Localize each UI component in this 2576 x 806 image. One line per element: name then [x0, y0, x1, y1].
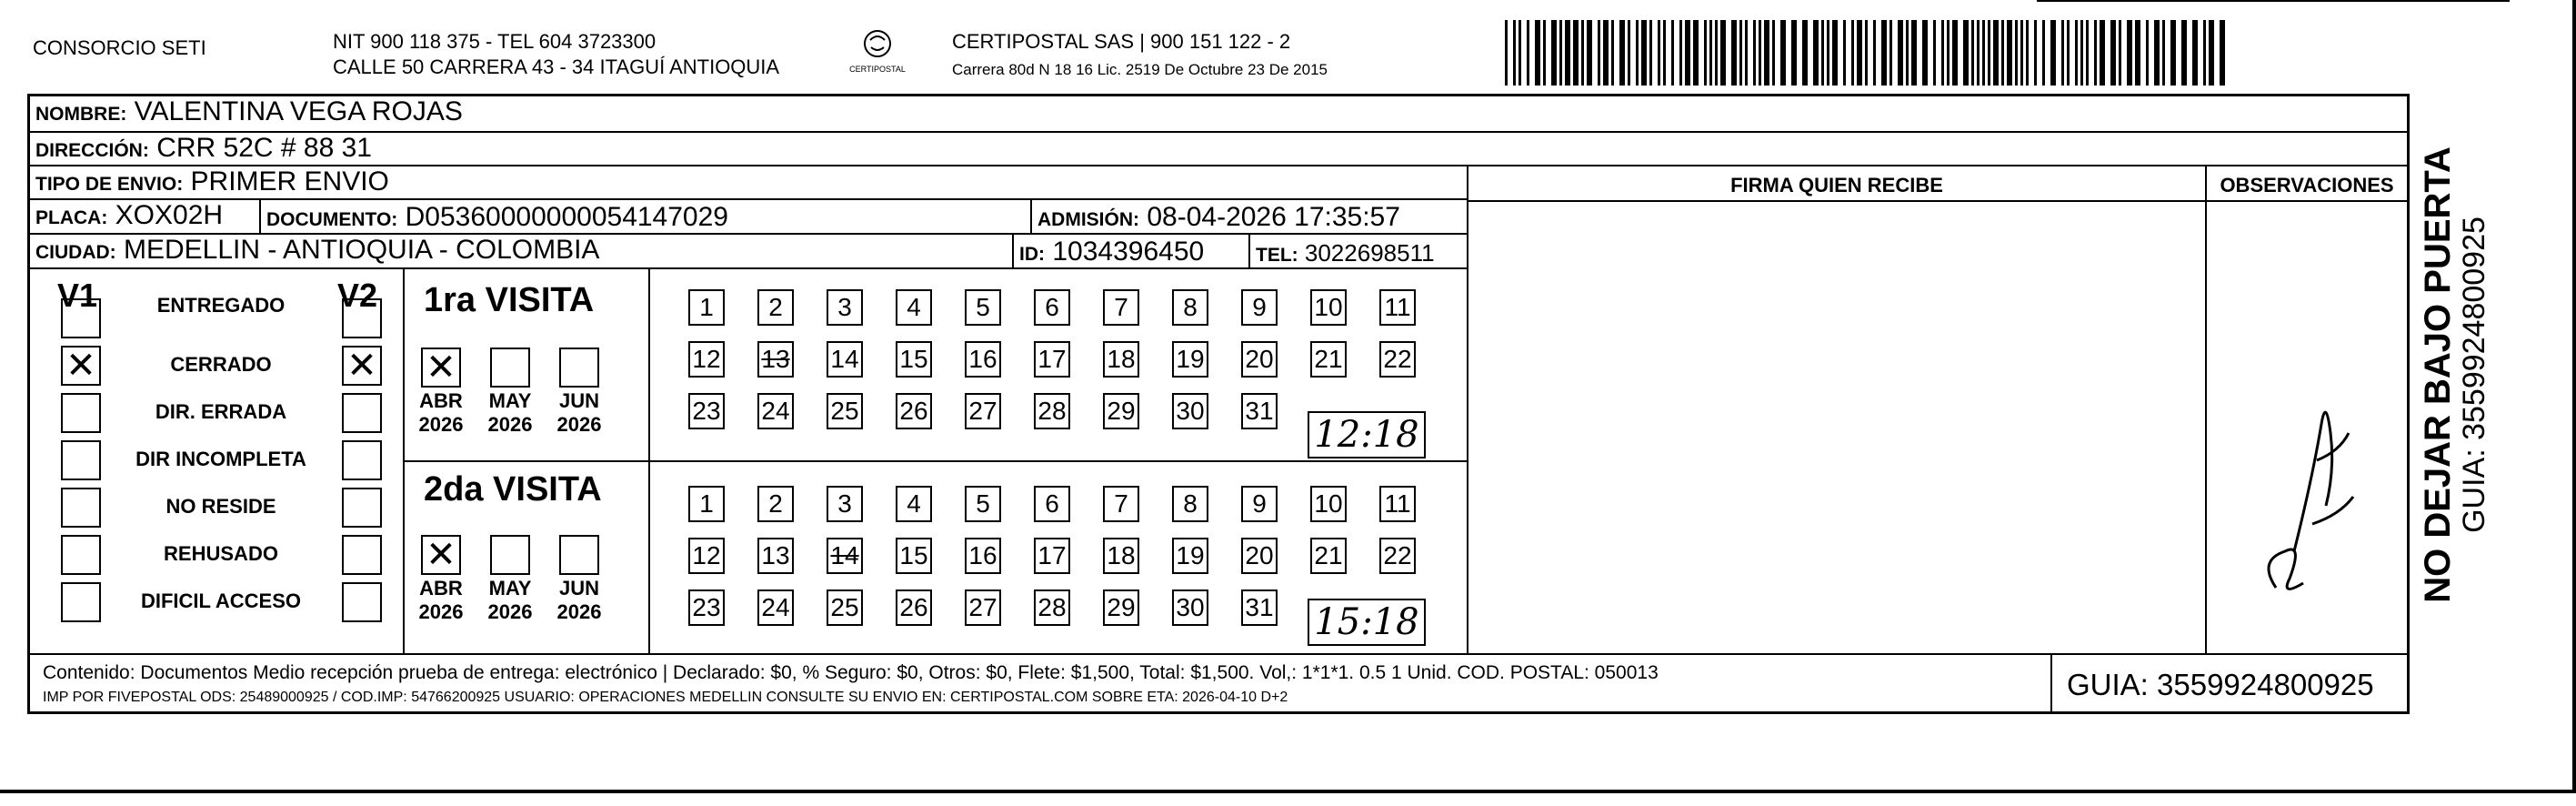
logo-text: CERTIPOSTAL — [849, 65, 906, 74]
nombre-value: VALENTINA VEGA ROJAS — [134, 96, 463, 126]
month-year: 2026 — [418, 600, 464, 623]
observaciones-label: OBSERVACIONES — [2220, 174, 2394, 196]
month-label — [552, 389, 606, 437]
status-option-label: DIR INCOMPLETA — [135, 448, 306, 470]
divider — [259, 200, 261, 235]
day-box[interactable]: 18 — [1103, 341, 1139, 378]
no-dejar-notice: NO DEJAR BAJO PUERTA — [2418, 146, 2458, 603]
visit2-title: 2da VISITA — [424, 470, 602, 509]
v1-checkbox[interactable] — [61, 535, 101, 575]
day-box[interactable]: 22 — [1379, 341, 1416, 378]
status-option-label: REHUSADO — [164, 542, 278, 565]
divider — [1467, 200, 2407, 202]
month-name: JUN — [558, 577, 599, 599]
divider — [1030, 200, 1032, 235]
day-box[interactable]: 27 — [965, 589, 1001, 626]
row-ciudad — [30, 235, 1467, 269]
divider — [1012, 235, 1014, 269]
day-box[interactable]: 16 — [965, 341, 1001, 378]
day-box[interactable]: 20 — [1241, 538, 1278, 574]
company-name: CONSORCIO SETI — [33, 36, 206, 59]
footer-imp: IMP POR FIVEPOSTAL ODS: 25489000925 / COD.IMP: 54766200925 USUARIO: OPERACIONES MEDELLIN CONSULTE SU ENVIO EN: CERTIPOSTAL.COM SOBRE ETA: 2026-04-10 D+2 — [43, 690, 1288, 705]
day-box[interactable]: 26 — [896, 589, 932, 626]
side-notice — [2415, 123, 2495, 628]
day-box[interactable]: 5 — [965, 289, 1001, 326]
divider — [403, 460, 1467, 462]
month-name: MAY — [488, 577, 532, 599]
month-year: 2026 — [418, 413, 464, 436]
ciudad-value: MEDELLIN - ANTIOQUIA - COLOMBIA — [124, 235, 600, 265]
day-box[interactable]: 4 — [896, 486, 932, 522]
day-box[interactable]: 28 — [1034, 589, 1070, 626]
day-box[interactable]: 21 — [1310, 538, 1347, 574]
day-box[interactable]: 4 — [896, 289, 932, 326]
month-checkbox[interactable]: ✕ — [421, 535, 461, 575]
month-checkbox[interactable] — [559, 535, 599, 575]
day-box[interactable]: 25 — [827, 589, 863, 626]
day-box[interactable]: 6 — [1034, 289, 1070, 326]
day-box[interactable]: 21 — [1310, 341, 1347, 378]
footer-contenido: Contenido: Documentos Medio recepción prueba de entrega: electrónico | Declarado: $0, % Seguro: $0, Otros: $0, Flete: $1,500, Total: $1,500. Vol,: 1*1*1. 0.5 1 Unid. COD. POSTAL: 050013 — [43, 662, 1659, 683]
day-box[interactable]: 17 — [1034, 538, 1070, 574]
shipping-form — [27, 94, 2410, 714]
day-box[interactable]: 9 — [1241, 486, 1278, 522]
v1-checkbox[interactable] — [61, 440, 101, 480]
day-box[interactable]: 25 — [827, 393, 863, 429]
divider — [1467, 166, 1468, 653]
day-box[interactable]: 24 — [757, 393, 794, 429]
divider — [2050, 653, 2052, 711]
day-box[interactable]: 6 — [1034, 486, 1070, 522]
tipo-value: PRIMER ENVIO — [190, 166, 389, 196]
day-box[interactable]: 15 — [896, 341, 932, 378]
documento-field — [266, 202, 728, 233]
status-option-label: ENTREGADO — [156, 294, 286, 317]
day-box[interactable]: 8 — [1172, 289, 1208, 326]
day-box[interactable]: 10 — [1310, 289, 1347, 326]
day-box[interactable]: 13 — [757, 538, 794, 574]
footer-guia: GUIA: 3559924800925 — [2067, 668, 2374, 701]
month-checkbox[interactable] — [559, 348, 599, 388]
row-direccion — [30, 133, 2407, 166]
nombre-label: NOMBRE: — [35, 104, 127, 125]
month-label — [483, 389, 537, 437]
day-box[interactable]: 1 — [688, 289, 725, 326]
month-checkbox[interactable]: ✕ — [421, 348, 461, 388]
placa-value: XOX02H — [115, 200, 224, 230]
id-value: 1034396450 — [1052, 237, 1205, 267]
day-box[interactable]: 12 — [688, 538, 725, 574]
month-name: ABR — [419, 389, 463, 412]
admision-label: ADMISIÓN: — [1037, 209, 1139, 230]
day-box[interactable]: 27 — [965, 393, 1001, 429]
frame-bottom — [0, 790, 2576, 793]
day-box[interactable]: 3 — [827, 289, 863, 326]
v1-checkbox[interactable] — [61, 582, 101, 622]
status-option-label: DIR. ERRADA — [155, 400, 287, 423]
day-box[interactable]: 11 — [1379, 289, 1416, 326]
id-label: ID: — [1019, 244, 1045, 265]
day-box[interactable]: 17 — [1034, 341, 1070, 378]
v1-checkbox[interactable] — [61, 393, 101, 433]
company-address: CALLE 50 CARRERA 43 - 34 ITAGUÍ ANTIOQUIA — [333, 55, 780, 78]
day-box[interactable]: 14 — [827, 341, 863, 378]
frame-top — [2037, 0, 2510, 2]
day-box[interactable]: 28 — [1034, 393, 1070, 429]
v1-checkbox[interactable] — [61, 298, 101, 338]
v2-checkbox[interactable]: ✕ — [342, 346, 382, 386]
firma-label: FIRMA QUIEN RECIBE — [1730, 174, 1943, 196]
v2-checkbox[interactable] — [342, 535, 382, 575]
visit1-title: 1ra VISITA — [424, 281, 595, 319]
status-option-label: NO RESIDE — [165, 495, 276, 518]
day-box[interactable]: 2 — [757, 486, 794, 522]
divider — [2205, 166, 2207, 653]
placa-label: PLACA: — [35, 207, 108, 228]
frame-right — [2572, 0, 2576, 791]
signature — [2240, 369, 2367, 615]
tel-label: TEL: — [1256, 245, 1298, 266]
day-box[interactable]: 24 — [757, 589, 794, 626]
divider — [648, 269, 650, 653]
tel-field — [1256, 239, 1435, 267]
month-year: 2026 — [556, 413, 602, 436]
month-label — [414, 577, 468, 624]
v2-header: V2 — [337, 277, 378, 314]
status-option-label: DIFICIL ACCESO — [140, 589, 301, 612]
row-nombre — [30, 96, 2407, 133]
day-box[interactable]: 29 — [1103, 589, 1139, 626]
month-checkbox[interactable] — [490, 348, 530, 388]
day-box[interactable]: 5 — [965, 486, 1001, 522]
month-checkbox[interactable] — [490, 535, 530, 575]
day-box[interactable]: 3 — [827, 486, 863, 522]
carrier-license: Carrera 80d N 18 16 Lic. 2519 De Octubre 23 De 2015 — [952, 61, 1328, 78]
v2-checkbox[interactable] — [342, 488, 382, 528]
day-box[interactable]: 30 — [1172, 589, 1208, 626]
side-guia: GUIA: 3559924800925 — [2457, 217, 2491, 533]
ciudad-label: CIUDAD: — [35, 242, 116, 263]
company-nit-tel: NIT 900 118 375 - TEL 604 3723300 — [333, 30, 657, 53]
day-box[interactable]: 18 — [1103, 538, 1139, 574]
day-box[interactable]: 8 — [1172, 486, 1208, 522]
month-name: MAY — [488, 389, 532, 412]
day-box[interactable]: 1 — [688, 486, 725, 522]
day-box[interactable]: 29 — [1103, 393, 1139, 429]
day-box[interactable]: 23 — [688, 393, 725, 429]
day-box[interactable]: 2 — [757, 289, 794, 326]
month-year: 2026 — [556, 600, 602, 623]
day-box[interactable]: 11 — [1379, 486, 1416, 522]
day-box[interactable]: 9 — [1241, 289, 1278, 326]
documento-label: DOCUMENTO: — [266, 209, 398, 230]
day-box[interactable]: 26 — [896, 393, 932, 429]
month-year: 2026 — [487, 413, 533, 436]
v2-checkbox[interactable] — [342, 298, 382, 338]
documento-value: D05360000000054147029 — [405, 202, 728, 232]
certipostal-logo — [832, 24, 923, 87]
day-box[interactable]: 12 — [688, 341, 725, 378]
admision-field — [1037, 202, 1400, 233]
carrier-name: CERTIPOSTAL SAS | 900 151 122 - 2 — [952, 30, 1291, 53]
day-box[interactable]: 19 — [1172, 341, 1208, 378]
day-box[interactable]: 15 — [896, 538, 932, 574]
v1-checkbox[interactable]: ✕ — [61, 346, 101, 386]
tipo-label: TIPO DE ENVIO: — [35, 174, 184, 195]
id-field — [1019, 237, 1204, 267]
visit1-time: 12:18 — [1308, 411, 1426, 458]
barcode — [1505, 20, 2228, 86]
v1-header: V1 — [57, 277, 98, 314]
day-box[interactable]: 20 — [1241, 341, 1278, 378]
day-box[interactable]: 16 — [965, 538, 1001, 574]
visit2-time: 15:18 — [1308, 599, 1426, 646]
day-box[interactable]: 13 — [757, 341, 794, 378]
row-tipo — [30, 166, 1467, 200]
direccion-label: DIRECCIÓN: — [35, 140, 149, 161]
admision-value: 08-04-2026 17:35:57 — [1147, 202, 1400, 232]
day-box[interactable]: 7 — [1103, 289, 1139, 326]
month-label — [483, 577, 537, 624]
status-option-label: CERRADO — [170, 353, 272, 376]
month-label — [414, 389, 468, 437]
month-label — [552, 577, 606, 624]
day-box[interactable]: 31 — [1241, 393, 1278, 429]
day-box[interactable]: 19 — [1172, 538, 1208, 574]
direccion-value: CRR 52C # 88 31 — [156, 133, 372, 163]
v2-checkbox[interactable] — [342, 393, 382, 433]
day-box[interactable]: 10 — [1310, 486, 1347, 522]
v2-checkbox[interactable] — [342, 440, 382, 480]
day-box[interactable]: 23 — [688, 589, 725, 626]
v1-checkbox[interactable] — [61, 488, 101, 528]
day-box[interactable]: 22 — [1379, 538, 1416, 574]
day-box[interactable]: 30 — [1172, 393, 1208, 429]
day-box[interactable]: 31 — [1241, 589, 1278, 626]
month-name: ABR — [419, 577, 463, 599]
v2-checkbox[interactable] — [342, 582, 382, 622]
divider — [1248, 235, 1250, 269]
day-box[interactable]: 7 — [1103, 486, 1139, 522]
month-year: 2026 — [487, 600, 533, 623]
tel-value: 3022698511 — [1304, 239, 1435, 267]
month-name: JUN — [558, 389, 599, 412]
day-box[interactable]: 14 — [827, 538, 863, 574]
